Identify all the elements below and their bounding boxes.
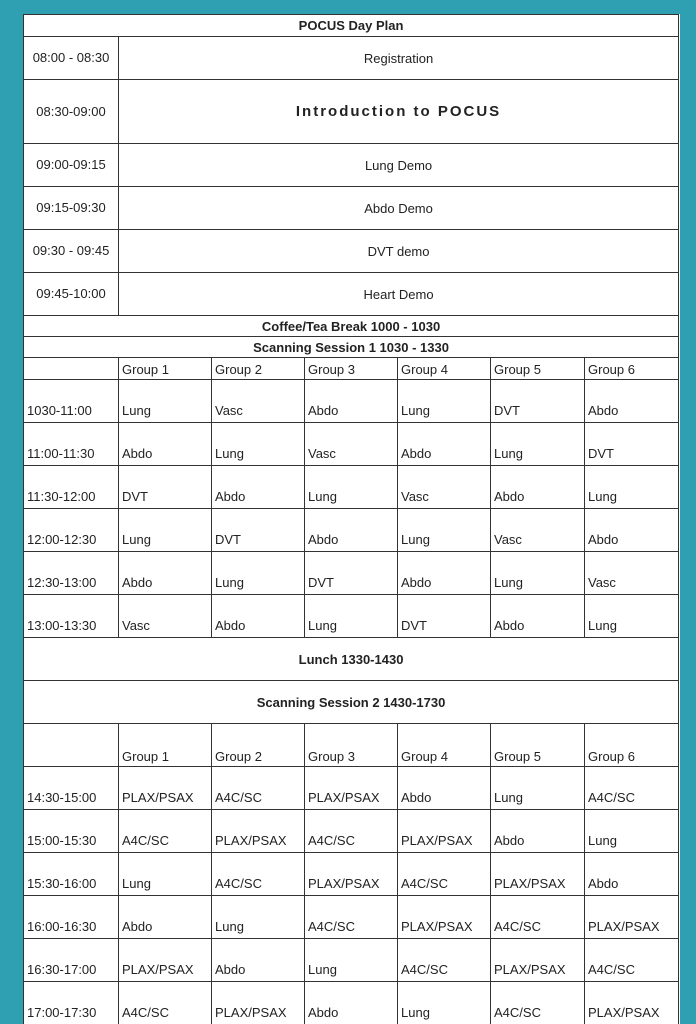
activity-cell: Introduction to POCUS xyxy=(119,80,679,144)
group-header: Group 3 xyxy=(305,358,398,380)
rotation-row xyxy=(24,939,679,982)
station-cell: PLAX/PSAX xyxy=(585,896,679,939)
station-cell: PLAX/PSAX xyxy=(305,767,398,810)
station-cell: PLAX/PSAX xyxy=(119,939,212,982)
activity-cell: Abdo Demo xyxy=(119,187,679,230)
station-cell: Vasc xyxy=(212,380,305,423)
station-cell: Lung xyxy=(491,767,585,810)
time-cell: 11:30-12:00 xyxy=(24,466,119,509)
station-cell: DVT xyxy=(212,509,305,552)
station-cell: Lung xyxy=(398,509,491,552)
session-title-row xyxy=(24,337,679,358)
station-cell: PLAX/PSAX xyxy=(585,982,679,1024)
rotation-row xyxy=(24,380,679,423)
station-cell: PLAX/PSAX xyxy=(491,939,585,982)
time-cell: 11:00-11:30 xyxy=(24,423,119,466)
group-header-corner xyxy=(24,724,119,767)
station-cell: A4C/SC xyxy=(491,896,585,939)
station-cell: A4C/SC xyxy=(119,982,212,1024)
station-cell: Lung xyxy=(585,810,679,853)
group-header: Group 6 xyxy=(585,358,679,380)
schedule-row xyxy=(24,230,679,273)
station-cell: Abdo xyxy=(212,595,305,638)
activity-cell: Registration xyxy=(119,37,679,80)
station-cell: A4C/SC xyxy=(585,767,679,810)
station-cell: Lung xyxy=(305,939,398,982)
station-cell: Lung xyxy=(491,423,585,466)
group-header: Group 4 xyxy=(398,724,491,767)
station-cell: DVT xyxy=(585,423,679,466)
group-header: Group 6 xyxy=(585,724,679,767)
station-cell: Abdo xyxy=(212,939,305,982)
group-header: Group 2 xyxy=(212,358,305,380)
schedule-row xyxy=(24,144,679,187)
schedule-row xyxy=(24,37,679,80)
station-cell: Lung xyxy=(585,466,679,509)
station-cell: PLAX/PSAX xyxy=(119,767,212,810)
schedule-row xyxy=(24,187,679,230)
station-cell: A4C/SC xyxy=(305,896,398,939)
session2-title: Scanning Session 2 1430-1730 xyxy=(24,681,679,724)
station-cell: DVT xyxy=(491,380,585,423)
time-cell: 12:30-13:00 xyxy=(24,552,119,595)
station-cell: Abdo xyxy=(212,466,305,509)
station-cell: Lung xyxy=(491,552,585,595)
group-header: Group 4 xyxy=(398,358,491,380)
time-cell: 15:00-15:30 xyxy=(24,810,119,853)
station-cell: Abdo xyxy=(398,767,491,810)
lunch-label: Lunch 1330-1430 xyxy=(24,638,679,681)
station-cell: Lung xyxy=(305,595,398,638)
station-cell: A4C/SC xyxy=(398,853,491,896)
coffee-break-label: Coffee/Tea Break 1000 - 1030 xyxy=(24,316,679,337)
station-cell: PLAX/PSAX xyxy=(305,853,398,896)
time-cell: 14:30-15:00 xyxy=(24,767,119,810)
station-cell: Lung xyxy=(398,982,491,1024)
group-header-row xyxy=(24,358,679,380)
group-header: Group 1 xyxy=(119,358,212,380)
station-cell: DVT xyxy=(305,552,398,595)
schedule-row xyxy=(24,80,679,144)
time-cell: 09:45-10:00 xyxy=(24,273,119,316)
station-cell: Lung xyxy=(119,380,212,423)
group-header: Group 3 xyxy=(305,724,398,767)
group-header: Group 2 xyxy=(212,724,305,767)
station-cell: Vasc xyxy=(305,423,398,466)
time-cell: 1030-11:00 xyxy=(24,380,119,423)
station-cell: A4C/SC xyxy=(119,810,212,853)
day-plan-sheet xyxy=(23,14,680,1024)
day-plan-table xyxy=(23,14,679,1024)
session1-title: Scanning Session 1 1030 - 1330 xyxy=(24,337,679,358)
station-cell: Abdo xyxy=(119,552,212,595)
station-cell: Abdo xyxy=(119,896,212,939)
station-cell: PLAX/PSAX xyxy=(212,982,305,1024)
time-cell: 17:00-17:30 xyxy=(24,982,119,1024)
activity-cell: Lung Demo xyxy=(119,144,679,187)
rotation-row xyxy=(24,853,679,896)
rotation-row xyxy=(24,767,679,810)
station-cell: A4C/SC xyxy=(212,853,305,896)
break-row xyxy=(24,316,679,337)
station-cell: A4C/SC xyxy=(585,939,679,982)
page-title: POCUS Day Plan xyxy=(24,15,679,37)
time-cell: 08:00 - 08:30 xyxy=(24,37,119,80)
rotation-row xyxy=(24,982,679,1024)
station-cell: PLAX/PSAX xyxy=(491,853,585,896)
rotation-row xyxy=(24,896,679,939)
group-header: Group 1 xyxy=(119,724,212,767)
station-cell: PLAX/PSAX xyxy=(398,896,491,939)
time-cell: 13:00-13:30 xyxy=(24,595,119,638)
station-cell: Abdo xyxy=(585,853,679,896)
station-cell: Abdo xyxy=(398,552,491,595)
time-cell: 08:30-09:00 xyxy=(24,80,119,144)
station-cell: Abdo xyxy=(305,380,398,423)
time-cell: 16:00-16:30 xyxy=(24,896,119,939)
time-cell: 12:00-12:30 xyxy=(24,509,119,552)
station-cell: A4C/SC xyxy=(491,982,585,1024)
time-cell: 09:30 - 09:45 xyxy=(24,230,119,273)
rotation-row xyxy=(24,423,679,466)
station-cell: A4C/SC xyxy=(305,810,398,853)
lunch-row xyxy=(24,638,679,681)
station-cell: Lung xyxy=(398,380,491,423)
station-cell: Lung xyxy=(119,853,212,896)
station-cell: PLAX/PSAX xyxy=(212,810,305,853)
group-header: Group 5 xyxy=(491,724,585,767)
station-cell: PLAX/PSAX xyxy=(398,810,491,853)
station-cell: Vasc xyxy=(491,509,585,552)
rotation-row xyxy=(24,810,679,853)
rotation-row xyxy=(24,466,679,509)
station-cell: Abdo xyxy=(491,595,585,638)
activity-cell: DVT demo xyxy=(119,230,679,273)
station-cell: Lung xyxy=(305,466,398,509)
time-cell: 15:30-16:00 xyxy=(24,853,119,896)
station-cell: Abdo xyxy=(305,982,398,1024)
rotation-row xyxy=(24,552,679,595)
station-cell: Abdo xyxy=(585,380,679,423)
station-cell: A4C/SC xyxy=(398,939,491,982)
session-title-row xyxy=(24,681,679,724)
station-cell: Vasc xyxy=(585,552,679,595)
group-header: Group 5 xyxy=(491,358,585,380)
station-cell: Lung xyxy=(212,896,305,939)
station-cell: Lung xyxy=(212,552,305,595)
time-cell: 09:15-09:30 xyxy=(24,187,119,230)
rotation-row xyxy=(24,509,679,552)
group-header-row xyxy=(24,724,679,767)
station-cell: Abdo xyxy=(491,466,585,509)
station-cell: Vasc xyxy=(119,595,212,638)
station-cell: Abdo xyxy=(119,423,212,466)
station-cell: A4C/SC xyxy=(212,767,305,810)
station-cell: DVT xyxy=(398,595,491,638)
group-header-corner xyxy=(24,358,119,380)
time-cell: 09:00-09:15 xyxy=(24,144,119,187)
rotation-row xyxy=(24,595,679,638)
station-cell: Vasc xyxy=(398,466,491,509)
station-cell: Abdo xyxy=(491,810,585,853)
station-cell: Lung xyxy=(212,423,305,466)
station-cell: Lung xyxy=(119,509,212,552)
schedule-row xyxy=(24,273,679,316)
station-cell: Abdo xyxy=(398,423,491,466)
station-cell: Abdo xyxy=(305,509,398,552)
station-cell: Abdo xyxy=(585,509,679,552)
station-cell: Lung xyxy=(585,595,679,638)
time-cell: 16:30-17:00 xyxy=(24,939,119,982)
station-cell: DVT xyxy=(119,466,212,509)
activity-cell: Heart Demo xyxy=(119,273,679,316)
